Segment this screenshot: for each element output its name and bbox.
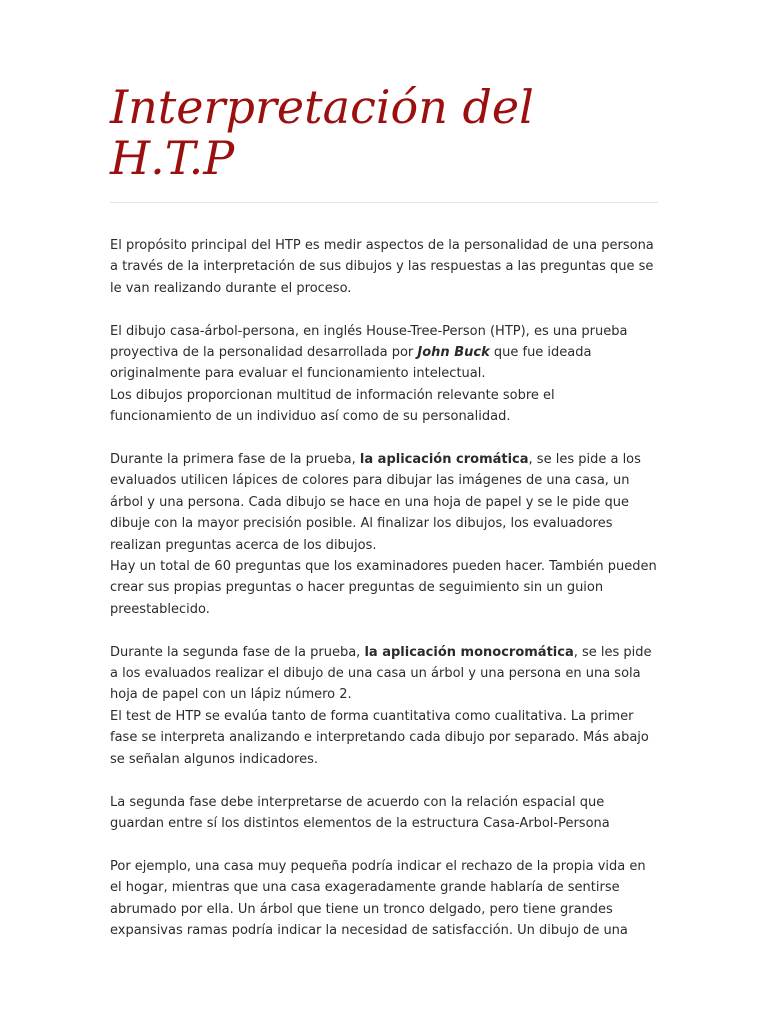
- monochromatic-phase-label: la aplicación monocromática: [364, 644, 574, 660]
- article-body: [110, 235, 658, 941]
- paragraph-first-phase: [110, 449, 658, 620]
- paragraph-text: Durante la segunda fase de la prueba,: [110, 644, 365, 660]
- paragraph-spatial-relation: [110, 792, 658, 835]
- document-page: [110, 82, 658, 963]
- page-title: [110, 82, 658, 184]
- paragraph-text: Durante la primera fase de la prueba,: [110, 452, 360, 468]
- paragraph-text: Hay un total de 60 preguntas que los examinadores pueden hacer. También pueden crear sus propias preguntas o hacer preguntas de seguimiento sin un guion preestablecido.: [110, 559, 657, 617]
- paragraph-text: Los dibujos proporcionan multitud de información relevante sobre el funcionamiento de un individuo así como de su personalidad.: [110, 387, 555, 425]
- chromatic-phase-label: la aplicación cromática: [359, 452, 529, 468]
- paragraph-text: que fue ideada originalmente para evaluar el funcionamiento intelectual.: [110, 345, 592, 382]
- paragraph-text: Por ejemplo, una casa muy pequeña podría indicar el rechazo de la propia vida en el hogar, mientras que una casa exageradamente grande hablaría de sentirse abrumado por ella. Un árbol que tiene un tronco delgado, pero tiene grandes expansivas ramas podría indicar la necesidad de satisfacción. Un dibujo de una: [110, 858, 646, 938]
- paragraph-purpose: [110, 235, 658, 299]
- paragraph-second-phase: [110, 642, 658, 770]
- paragraph-text: El dibujo casa-árbol-persona, en inglés House-Tree-Person (HTP), es una prueba proyectiva de la personalidad desarrollada por: [110, 323, 628, 361]
- author-name: John Buck: [417, 345, 490, 361]
- paragraph-example: [110, 856, 658, 942]
- paragraph-definition: [110, 321, 658, 428]
- title-line-2: H.T.P: [110, 131, 235, 185]
- title-divider: [110, 202, 658, 203]
- paragraph-text: La segunda fase debe interpretarse de acuerdo con la relación espacial que guardan entre sí los distintos elementos de la estructura Casa-Arbol-Persona: [110, 794, 610, 831]
- paragraph-text: El test de HTP se evalúa tanto de forma cuantitativa como cualitativa. La primer fase se interpreta analizando e interpretando cada dibujo por separado. Más abajo se señalan algunos indicadores.: [110, 708, 649, 767]
- paragraph-text: , se les pide a los evaluados realizar el dibujo de una casa un árbol y una persona en una sola hoja de papel con un lápiz número 2.: [110, 644, 652, 703]
- paragraph-text: , se les pide a los evaluados utilicen lápices de colores para dibujar las imágenes de una casa, un árbol y una persona. Cada dibujo se hace en una hoja de papel y se le pide que dibuje con la mayor precisión posible. Al finalizar los dibujos, los evaluadores realizan preguntas acerca de los dibujos.: [110, 452, 641, 553]
- title-line-1: Interpretación del: [110, 80, 534, 134]
- paragraph-text: El propósito principal del HTP es medir aspectos de la personalidad de una persona a través de la interpretación de sus dibujos y las respuestas a las preguntas que se le van realizando durante el proceso.: [110, 238, 654, 296]
